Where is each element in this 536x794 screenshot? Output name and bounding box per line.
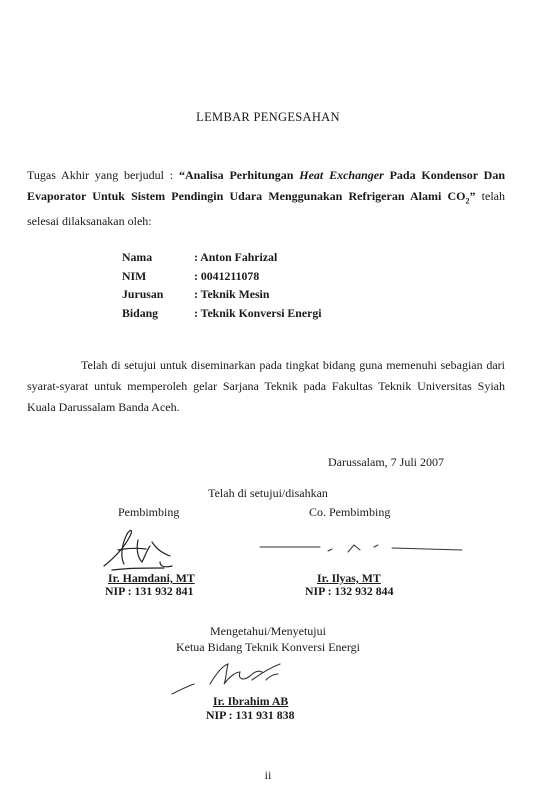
thesis-title-part1: “Analisa Perhitungan — [178, 168, 300, 182]
supervisor-signature — [98, 522, 178, 574]
co-supervisor-signature — [258, 538, 468, 558]
student-row-department — [122, 287, 322, 306]
supervisor-name: Ir. Hamdani, MT — [108, 571, 195, 585]
approved-label: Telah di setujui/disahkan — [208, 486, 328, 500]
acknowledgement-line2: Ketua Bidang Teknik Konversi Energi — [175, 640, 360, 654]
thesis-intro-paragraph — [27, 165, 505, 232]
thesis-title-italic: Heat Exchanger — [299, 168, 384, 182]
intro-lead: Tugas Akhir yang berjudul : — [27, 168, 179, 182]
student-label: Nama — [122, 250, 153, 264]
thesis-title-close: ” — [469, 189, 476, 203]
acknowledgement-block — [0, 623, 536, 655]
student-row-nim — [122, 269, 322, 288]
head-name: Ir. Ibrahim AB — [213, 694, 289, 708]
head-nip: NIP : 131 931 838 — [206, 708, 295, 722]
signing-date: Darussalam, 7 Juli 2007 — [328, 455, 444, 469]
intro-tail: telah selesai dilaksanakan oleh: — [27, 189, 505, 229]
page-title: LEMBAR PENGESAHAN — [196, 110, 340, 124]
student-label: NIM — [122, 268, 147, 283]
approval-paragraph: Telah di setujui untuk diseminarkan pada tingkat bidang guna memenuhi sebagian dari syarat-syarat untuk memperoleh gelar Sarjana Teknik pada Fakultas Teknik Universitas Syiah Kuala Darussalam Banda Aceh. — [27, 358, 505, 414]
student-info-table — [122, 250, 322, 324]
thesis-title-part2: Pada Kondensor Dan Evaporator Untuk Sistem Pendingin Udara Menggunakan Refrigeran Alami CO — [27, 168, 505, 203]
supervisor-role: Pembimbing — [118, 505, 180, 519]
student-row-field — [122, 306, 322, 325]
student-value: : Teknik Mesin — [194, 287, 270, 302]
co-supervisor-name: Ir. Ilyas, MT — [317, 571, 381, 585]
student-row-name — [122, 250, 322, 269]
student-value: : Anton Fahrizal — [194, 250, 278, 264]
co-supervisor-nip: NIP : 132 932 844 — [305, 584, 394, 598]
supervisor-nip: NIP : 131 932 841 — [105, 584, 194, 598]
student-label: Jurusan — [122, 287, 164, 302]
co-supervisor-role: Co. Pembimbing — [309, 505, 391, 519]
student-label: Bidang — [122, 305, 159, 320]
page-number: ii — [264, 768, 272, 782]
student-value: : Teknik Konversi Energi — [194, 305, 322, 320]
student-value: : 0041211078 — [194, 268, 260, 283]
thesis-title-subscript: 2 — [465, 196, 470, 206]
acknowledgement-line1: Mengetahui/Menyetujui — [210, 624, 326, 638]
